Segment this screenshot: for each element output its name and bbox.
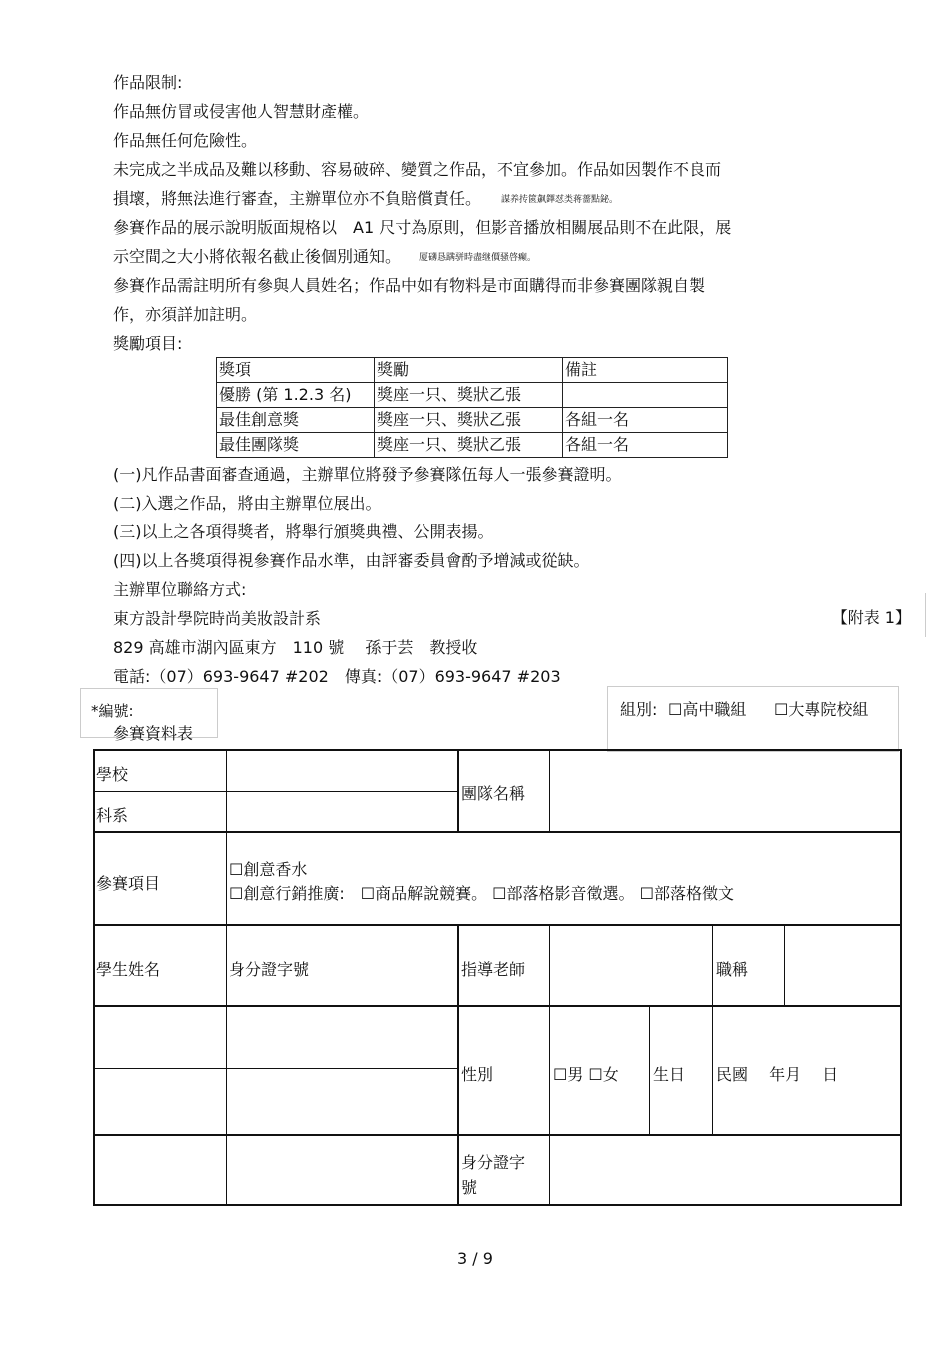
form-border bbox=[900, 749, 902, 1206]
annex-label: 【附表 1】 bbox=[831, 608, 911, 627]
form-rule bbox=[226, 924, 227, 1205]
form-rule bbox=[93, 831, 902, 833]
text-line-main: 損壞，將無法進行審查，主辦單位亦不負賠償責任。 bbox=[113, 189, 482, 208]
text-line: 829 高雄市湖內區東方 110 號 孫于芸 教授收 bbox=[113, 638, 478, 657]
text-line bbox=[113, 247, 536, 268]
table-cell: 最佳創意獎 bbox=[217, 408, 375, 433]
dept-input[interactable] bbox=[228, 794, 456, 830]
table-header-row bbox=[217, 358, 728, 383]
student-id-input[interactable] bbox=[229, 1009, 455, 1066]
table-cell: 最佳團隊獎 bbox=[217, 433, 375, 458]
table-cell: 獎座一只、獎狀乙張 bbox=[375, 433, 563, 458]
id-number-label: 身分證字號 bbox=[229, 960, 310, 979]
form-rule bbox=[93, 1005, 902, 1007]
form-rule bbox=[549, 924, 550, 1205]
group-option-college[interactable]: ☐大專院校組 bbox=[774, 700, 869, 719]
table-cell: 獎座一只、獎狀乙張 bbox=[375, 408, 563, 433]
garbled-note: 謀养抟篋飙鐸怼类蒋薔點鉍。 bbox=[501, 195, 619, 205]
text-line: 作品無仿冒或侵害他人智慧財產權。 bbox=[113, 102, 370, 121]
dept-label: 科系 bbox=[96, 806, 129, 825]
form-rule bbox=[457, 749, 459, 831]
table-header-cell: 獎勵 bbox=[375, 358, 563, 383]
group-label: 組別: bbox=[620, 700, 658, 719]
form-rule bbox=[93, 1134, 902, 1136]
school-label: 學校 bbox=[96, 765, 129, 784]
table-row bbox=[217, 433, 728, 458]
form-rule bbox=[649, 1005, 650, 1134]
form-rule bbox=[712, 1005, 713, 1134]
form-rule bbox=[93, 924, 902, 926]
serial-label: *編號: bbox=[91, 702, 134, 720]
form-rule bbox=[226, 749, 227, 831]
form-title: 參賽資料表 bbox=[113, 724, 194, 743]
table-row bbox=[217, 383, 728, 408]
student-name-label: 學生姓名 bbox=[96, 960, 161, 979]
advisor-label: 指導老師 bbox=[461, 960, 526, 979]
text-line-main: 示空間之大小將依報名截止後個別通知。 bbox=[113, 247, 402, 266]
table-row bbox=[217, 408, 728, 433]
text-line: 獎勵項目: bbox=[113, 334, 183, 353]
form-rule bbox=[457, 924, 459, 1205]
table-header-cell: 備註 bbox=[563, 358, 728, 383]
text-line: 作品限制: bbox=[113, 73, 183, 92]
table-cell: 各組一名 bbox=[563, 408, 728, 433]
school-input[interactable] bbox=[228, 754, 456, 790]
form-border bbox=[93, 749, 902, 751]
student-id-input[interactable] bbox=[229, 1071, 455, 1132]
text-line: (一)凡作品書面審查通過，主辦單位將發予參賽隊伍每人一張參賽證明。 bbox=[113, 465, 622, 484]
table-cell: 各組一名 bbox=[563, 433, 728, 458]
advisor-input[interactable] bbox=[552, 928, 710, 1003]
form-border bbox=[93, 749, 95, 1206]
project-label: 參賽項目 bbox=[96, 874, 161, 893]
text-line: 主辦單位聯絡方式: bbox=[113, 580, 247, 599]
team-name-label: 團隊名稱 bbox=[461, 784, 526, 803]
table-cell bbox=[563, 383, 728, 408]
form-rule bbox=[93, 1068, 458, 1069]
form-rule bbox=[784, 924, 785, 1005]
id-number-label-2: 身分證字 bbox=[461, 1153, 526, 1172]
project-option-marketing[interactable]: ☐創意行銷推廣: ☐商品解說競賽。 ☐部落格影音徵選。 ☐部落格徵文 bbox=[229, 884, 734, 903]
garbled-note: 厦礴恳蹒骈時盡继價骚啓癫。 bbox=[419, 253, 537, 263]
birthday-label: 生日 bbox=[653, 1065, 686, 1084]
job-title-input[interactable] bbox=[787, 928, 898, 1003]
table-header-cell: 獎項 bbox=[217, 358, 375, 383]
page-number: 3 / 9 bbox=[457, 1249, 493, 1268]
form-rule bbox=[93, 791, 458, 792]
text-line: 作，亦須詳加註明。 bbox=[113, 305, 258, 324]
group-option-highschool[interactable]: ☐高中職組 bbox=[668, 700, 747, 719]
form-rule bbox=[712, 924, 713, 1005]
student-id-input[interactable] bbox=[229, 1138, 455, 1202]
text-line: 東方設計學院時尚美妝設計系 bbox=[113, 609, 322, 628]
text-line bbox=[113, 189, 618, 210]
text-line: 參賽作品的展示說明版面規格以 A1 尺寸為原則，但影音播放相關展品則不在此限，展 bbox=[113, 218, 732, 237]
gender-options[interactable]: ☐男 ☐女 bbox=[553, 1065, 619, 1084]
job-title-label: 職稱 bbox=[716, 960, 749, 979]
text-line: 電話:（07）693-9647 #202 傳真:（07）693-9647 #203 bbox=[113, 667, 561, 686]
table-cell: 獎座一只、獎狀乙張 bbox=[375, 383, 563, 408]
form-rule bbox=[226, 831, 227, 924]
team-name-input[interactable] bbox=[552, 754, 897, 830]
text-line: 參賽作品需註明所有參與人員姓名；作品中如有物料是市面購得而非參賽團隊親自製 bbox=[113, 276, 706, 295]
birthday-format[interactable]: 民國 年月 日 bbox=[716, 1065, 839, 1084]
advisor-id-input[interactable] bbox=[552, 1138, 897, 1202]
text-line: (二)入選之作品，將由主辦單位展出。 bbox=[113, 494, 382, 513]
student-name-input[interactable] bbox=[96, 1071, 224, 1132]
annex-label-box bbox=[785, 593, 926, 637]
gender-label: 性別 bbox=[461, 1065, 494, 1084]
awards-table bbox=[216, 357, 728, 458]
project-option-perfume[interactable]: ☐創意香水 bbox=[229, 860, 308, 879]
student-name-input[interactable] bbox=[96, 1138, 224, 1202]
text-line: 未完成之半成品及難以移動、容易破碎、變質之作品，不宜參加。作品如因製作不良而 bbox=[113, 160, 722, 179]
group-box bbox=[607, 686, 899, 752]
table-cell: 優勝 (第 1.2.3 名) bbox=[217, 383, 375, 408]
text-line: (四)以上各獎項得視參賽作品水準，由評審委員會酌予增減或從缺。 bbox=[113, 551, 590, 570]
text-line: 作品無任何危險性。 bbox=[113, 131, 258, 150]
form-rule bbox=[549, 749, 550, 831]
text-line: (三)以上之各項得獎者，將舉行頒獎典禮、公開表揚。 bbox=[113, 522, 494, 541]
form-border bbox=[93, 1204, 902, 1206]
student-name-input[interactable] bbox=[96, 1009, 224, 1066]
id-number-label-2b: 號 bbox=[461, 1178, 478, 1197]
